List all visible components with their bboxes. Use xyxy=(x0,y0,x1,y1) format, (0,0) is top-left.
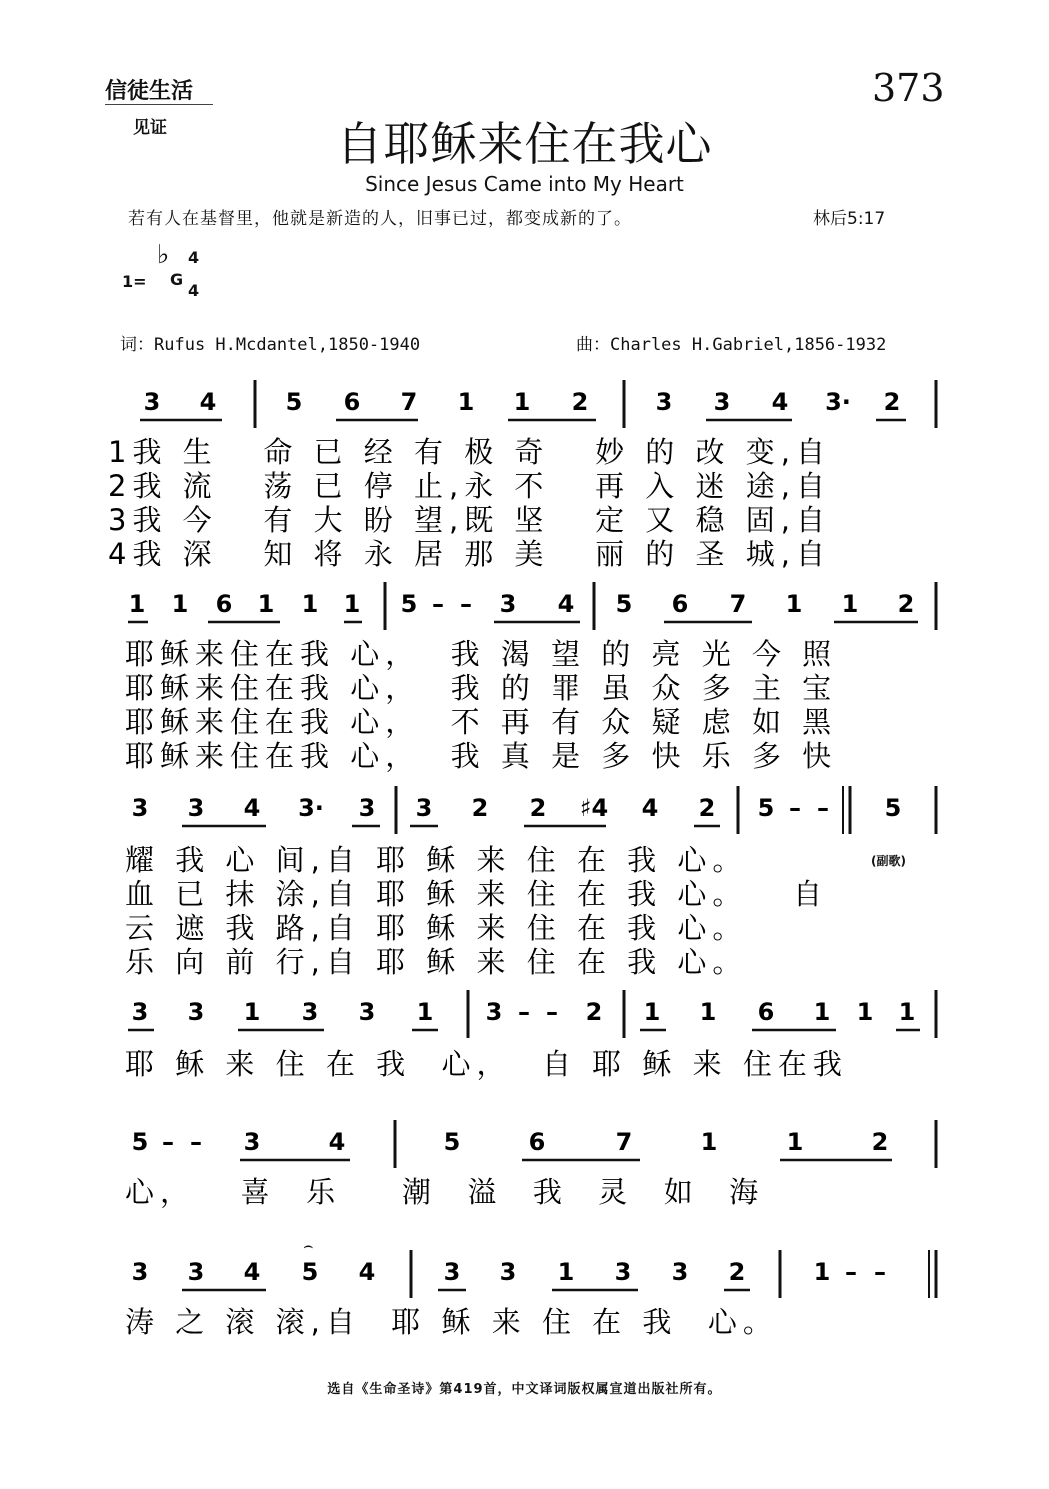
note: 1 xyxy=(813,998,831,1026)
lyric-line-3: 云 遮 我 路,自 耶 稣 来 住 在 我 心。 xyxy=(125,911,748,945)
note: 3 xyxy=(187,1258,205,1286)
fermata-mark: ⌢ xyxy=(303,1236,314,1255)
note: 2 xyxy=(698,794,716,822)
note: 3 xyxy=(143,388,161,416)
note: 4 xyxy=(243,1258,261,1286)
note: 2 xyxy=(585,998,603,1026)
note: 3· xyxy=(825,388,851,416)
note: 1 xyxy=(457,388,475,416)
subcategory-label: 见证 xyxy=(133,118,167,138)
flat-symbol: ♭ xyxy=(157,240,170,270)
note: 5 xyxy=(131,1128,149,1156)
note: – xyxy=(460,590,472,618)
note: 3 xyxy=(131,998,149,1026)
lyric-line-3: 耶稣来住在我 心， 不 再 有 众 疑 虑 如 黑 xyxy=(125,705,838,739)
note: 3 xyxy=(499,590,517,618)
note: 2 xyxy=(571,388,589,416)
scripture-reference: 林后5:17 xyxy=(813,209,886,229)
note: 3 xyxy=(187,998,205,1026)
note: 1 xyxy=(557,1258,575,1286)
refrain-label: (副歌) xyxy=(871,854,906,868)
note: 1 xyxy=(856,998,874,1026)
note: 1 xyxy=(257,590,275,618)
note: 3 xyxy=(499,1258,517,1286)
note: 3 xyxy=(358,794,376,822)
lyric-line-4: 乐 向 前 行,自 耶 稣 来 住 在 我 心。 xyxy=(125,945,748,979)
note: 6 xyxy=(528,1128,546,1156)
note: 5 xyxy=(884,794,902,822)
note: 4 xyxy=(557,590,575,618)
lyricist-credit: 词：Rufus H.Mcdantel,1850-1940 xyxy=(120,335,421,355)
note: 3 xyxy=(415,794,433,822)
note: 2 xyxy=(897,590,915,618)
score-system-3 xyxy=(125,786,936,979)
lyric-line-1: 耀 我 心 间,自 耶 稣 来 住 在 我 心。 xyxy=(125,843,748,877)
note: 7 xyxy=(615,1128,633,1156)
note: 1 xyxy=(699,998,717,1026)
note: 6 xyxy=(343,388,361,416)
note: 1 xyxy=(643,998,661,1026)
note: 3 xyxy=(131,794,149,822)
lyric-line-1: 1我 生 命 已 经 有 极 奇 妙 的 改 变,自 xyxy=(108,435,831,469)
note: 3 xyxy=(131,1258,149,1286)
score-system-1 xyxy=(108,380,936,571)
note: – xyxy=(162,1128,174,1156)
note: 1 xyxy=(785,590,803,618)
note: 1 xyxy=(243,998,261,1026)
note: – xyxy=(518,998,530,1026)
note: 1 xyxy=(301,590,319,618)
note: ♯4 xyxy=(579,794,609,822)
note: 1 xyxy=(898,998,916,1026)
note: 6 xyxy=(671,590,689,618)
note: – xyxy=(789,794,801,822)
lyric-line-4: 耶稣来住在我 心， 我 真 是 多 快 乐 多 快 xyxy=(125,739,838,773)
score-system-4 xyxy=(125,990,936,1081)
note: 2 xyxy=(471,794,489,822)
score-system-2 xyxy=(125,582,936,773)
note: 5 xyxy=(400,590,418,618)
time-signature-bottom: 4 xyxy=(188,281,200,300)
time-signature-top: 4 xyxy=(188,248,200,267)
note: 4 xyxy=(771,388,789,416)
note: 5 xyxy=(301,1258,319,1286)
note: 7 xyxy=(729,590,747,618)
note: – xyxy=(845,1258,857,1286)
note: 2 xyxy=(529,794,547,822)
note: 6 xyxy=(757,998,775,1026)
note: 2 xyxy=(728,1258,746,1286)
note: 1 xyxy=(786,1128,804,1156)
note: 5 xyxy=(443,1128,461,1156)
note: 5 xyxy=(615,590,633,618)
lyric-line-2: 2我 流 荡 已 停 止,永 不 再 入 迷 途,自 xyxy=(108,469,831,503)
note: 1 xyxy=(513,388,531,416)
note: 3 xyxy=(614,1258,632,1286)
note: 1 xyxy=(343,590,361,618)
note: 7 xyxy=(400,388,418,416)
note: 3· xyxy=(298,794,324,822)
note: 4 xyxy=(199,388,217,416)
note: 4 xyxy=(641,794,659,822)
score-system-6 xyxy=(125,1250,936,1339)
note: 3 xyxy=(187,794,205,822)
footer-copyright: 选自《生命圣诗》第419首，中文译词版权属宣道出版社所有。 xyxy=(327,1382,722,1397)
note: 4 xyxy=(243,794,261,822)
lyric-line-2: 血 已 抹 涂,自 耶 稣 来 住 在 我 心。 自 xyxy=(125,877,829,911)
note: 2 xyxy=(883,388,901,416)
note: 3 xyxy=(443,1258,461,1286)
note: 5 xyxy=(757,794,775,822)
note: – xyxy=(546,998,558,1026)
note: – xyxy=(432,590,444,618)
note: 3 xyxy=(301,998,319,1026)
hymn-number: 373 xyxy=(872,66,945,110)
note: – xyxy=(874,1258,886,1286)
note: 4 xyxy=(328,1128,346,1156)
lyric-line-1: 涛 之 滚 滚,自 耶 稣 来 住 在 我 心。 xyxy=(125,1305,778,1339)
note: 1 xyxy=(171,590,189,618)
key-note: G xyxy=(170,270,184,289)
category-label: 信徒生活 xyxy=(105,78,194,104)
lyric-line-1: 心， 喜 乐 潮 溢 我 灵 如 海 xyxy=(125,1175,765,1209)
note: 2 xyxy=(871,1128,889,1156)
score-system-5 xyxy=(125,1120,936,1209)
lyric-line-3: 3我 今 有 大 盼 望,既 坚 定 又 稳 固,自 xyxy=(108,503,831,537)
hymn-title: 自耶稣来住在我心 xyxy=(336,117,713,171)
note: 3 xyxy=(243,1128,261,1156)
composer-credit: 曲：Charles H.Gabriel,1856-1932 xyxy=(576,335,887,355)
note: 3 xyxy=(358,998,376,1026)
note: – xyxy=(190,1128,202,1156)
lyric-line-4: 4我 深 知 将 永 居 那 美 丽 的 圣 城,自 xyxy=(108,537,831,571)
hymn-title-english: Since Jesus Came into My Heart xyxy=(365,172,684,196)
note: 1 xyxy=(416,998,434,1026)
lyric-line-1: 耶 稣 来 住 在 我 心， 自 耶 稣 来 住在我 xyxy=(125,1047,848,1081)
key-prefix: 1= xyxy=(122,272,147,291)
note: 1 xyxy=(700,1128,718,1156)
note: – xyxy=(817,794,829,822)
note: 6 xyxy=(215,590,233,618)
note: 3 xyxy=(485,998,503,1026)
note: 4 xyxy=(358,1258,376,1286)
note: 1 xyxy=(841,590,859,618)
note: 1 xyxy=(813,1258,831,1286)
lyric-line-1: 耶稣来住在我 心， 我 渴 望 的 亮 光 今 照 xyxy=(125,637,838,671)
note: 3 xyxy=(671,1258,689,1286)
lyric-line-2: 耶稣来住在我 心， 我 的 罪 虽 众 多 主 宝 xyxy=(125,671,838,705)
note: 5 xyxy=(285,388,303,416)
scripture-verse: 若有人在基督里，他就是新造的人，旧事已过，都变成新的了。 xyxy=(128,209,632,229)
note: 3 xyxy=(655,388,673,416)
note: 1 xyxy=(128,590,146,618)
note: 3 xyxy=(713,388,731,416)
